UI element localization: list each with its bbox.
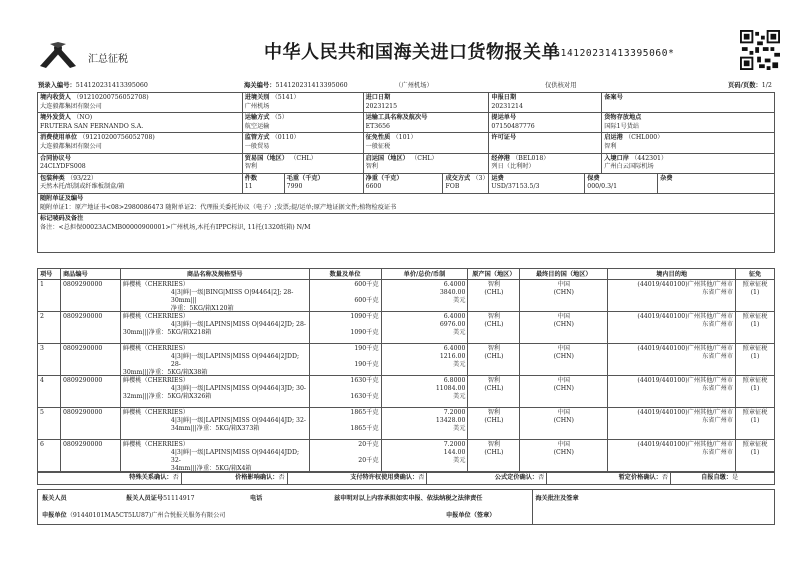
contract-cell: 合同协议号 24CLYDFS008 — [38, 154, 243, 173]
freight-cell: 运费 USD/37153.5/3 — [489, 174, 585, 193]
declare-date-cell: 申报日期 20231214 — [489, 93, 602, 112]
self-declare-confirm: 自报自缴：是 — [671, 473, 775, 484]
goods-no: 6 — [38, 440, 61, 471]
goods-tax: 照章征税 (1) — [736, 376, 775, 407]
license-cell: 许可证号 — [489, 133, 602, 152]
goods-name: 鲜樱桃（CHERRIES） 4|3|鲜|一级|LAPINS|MISS O|94464|2JDD; 28- 30mm|||净重：5KG/箱X38箱 — [121, 344, 310, 375]
goods-origin: 智利 (CHL) — [468, 376, 520, 407]
goods-header-row — [38, 269, 775, 280]
grid-row-2 — [38, 113, 775, 133]
table-row — [38, 312, 775, 344]
net-weight-cell: 净重（千克） 6600 — [364, 174, 444, 193]
goods-no: 3 — [38, 344, 61, 375]
col-header-price: 单价/总价/币制 — [382, 269, 469, 279]
goods-domestic: (44019/440100)广州其他/广州市 东省广州市 — [608, 280, 736, 311]
goods-no: 2 — [38, 312, 61, 343]
table-row — [38, 408, 775, 440]
goods-origin: 智利 (CHL) — [468, 312, 520, 343]
transport-mode-cell: 运输方式 （5） 航空运输 — [243, 113, 364, 132]
grid-row-1 — [38, 93, 775, 113]
qr-code-icon — [740, 30, 780, 70]
goods-qty: 190千克 190千克 — [310, 344, 382, 375]
goods-code: 0809290000 — [61, 376, 121, 407]
goods-price: 6.4000 3840.00 美元 — [382, 280, 469, 311]
prerecord-number: 预录入编号：514120231413395060 — [38, 82, 148, 89]
col-header-origin: 原产国（地区） — [468, 269, 520, 279]
goods-dest: 中国 (CHN) — [520, 312, 608, 343]
customs-note-cell: 海关批注及签章 — [533, 490, 775, 524]
customs-emblem-icon — [36, 40, 80, 70]
goods-qty: 600千克 600千克 — [310, 280, 382, 311]
goods-origin: 智利 (CHL) — [468, 440, 520, 471]
goods-origin: 智利 (CHL) — [468, 344, 520, 375]
goods-tax: 照章征税 (1) — [736, 408, 775, 439]
confirm-row — [37, 472, 775, 485]
col-header-no: 项号 — [38, 269, 61, 279]
table-row — [38, 344, 775, 376]
col-header-domestic: 境内目的地 — [608, 269, 736, 279]
pieces-cell: 件数 11 — [243, 174, 285, 193]
goods-name: 鲜樱桃（CHERRIES） 4|3|鲜|一级|BING|MISS O|94464|2J; 28-30mm||| 净重：5KG/箱X120箱 — [121, 280, 310, 311]
goods-dest: 中国 (CHN) — [520, 440, 608, 471]
goods-domestic: (44019/440100)广州其他/广州市 东省广州市 — [608, 312, 736, 343]
customs-number: 海关编号：514120231413395060 — [244, 82, 348, 89]
goods-no: 5 — [38, 408, 61, 439]
trade-country-cell: 贸易国（地区） （CHL） 智利 — [243, 154, 364, 173]
verify-note: 仅供核对用 — [545, 82, 577, 89]
declaration-grid — [37, 92, 775, 253]
package-cell: 包装种类 （93/22） 天然木托/纸制或纤维板制盒/箱 — [38, 174, 243, 193]
goods-name: 鲜樱桃（CHERRIES） 4|3|鲜|一级|LAPINS|MISS O|94464|4JDD; 32- 34mm|||净重：5KG/箱X4箱 — [121, 440, 310, 471]
insurance-cell: 保费 000/0.3/1 — [585, 174, 658, 193]
goods-qty: 1865千克 1865千克 — [310, 408, 382, 439]
goods-price: 6.4000 6976.00 美元 — [382, 312, 469, 343]
goods-code: 0809290000 — [61, 312, 121, 343]
tax-nature-cell: 征免性质 （101） 一般征税 — [364, 133, 490, 152]
entry-port-cell: 入境口岸 （442301） 广州白云国际机场 — [602, 154, 775, 173]
seal-label: 汇总征税 — [88, 54, 128, 65]
goods-table — [37, 268, 775, 472]
goods-name: 鲜樱桃（CHERRIES） 4|3|鲜|一级|LAPINS|MISS O|94464|4JD; 32- 34mm|||净重：5KG/箱X373箱 — [121, 408, 310, 439]
goods-code: 0809290000 — [61, 344, 121, 375]
special-relation-confirm: 特殊关系确认：否 — [38, 473, 182, 484]
goods-name: 鲜樱桃（CHERRIES） 4|3|鲜|一级|LAPINS|MISS O|94464|2JD; 28- 30mm|||净重：5KG/箱X218箱 — [121, 312, 310, 343]
goods-tax: 照章征税 (1) — [736, 344, 775, 375]
marks-cell: 标记唛码及备注 备注：<总担保00023ACMB00000900001>广州机场,木托有IPPC标识, 11托(1320纸箱) N/M — [38, 214, 775, 252]
grid-row-4 — [38, 154, 775, 174]
col-header-dest: 最终目的国（地区） — [520, 269, 608, 279]
trade-terms-cell: 成交方式 （3） FOB — [443, 174, 489, 193]
gross-weight-cell: 毛重（千克） 7990 — [285, 174, 364, 193]
goods-tax: 照章征税 (1) — [736, 280, 775, 311]
goods-qty: 1630千克 1630千克 — [310, 376, 382, 407]
goods-qty: 20千克 20千克 — [310, 440, 382, 471]
goods-name: 鲜樱桃（CHERRIES） 4|3|鲜|一级|LAPINS|MISS O|94464|3JD; 30- 32mm|||净重：5KG/箱X326箱 — [121, 376, 310, 407]
goods-price: 7.2000 13428.00 美元 — [382, 408, 469, 439]
goods-dest: 中国 (CHN) — [520, 376, 608, 407]
transit-port-cell: 经停港 （BEL018） 列日（比利时） — [489, 154, 602, 173]
goods-code: 0809290000 — [61, 440, 121, 471]
grid-row-3 — [38, 133, 775, 153]
goods-origin: 智利 (CHL) — [468, 408, 520, 439]
supervision-cell: 监管方式 （0110） 一般贸易 — [243, 133, 364, 152]
col-header-code: 商品编号 — [61, 269, 121, 279]
docs-cell: 随附单证及编号 随附单证1：原产地证书<08>2980086473 随附单证2：代理报关委托协议（电子）;发票;提/运单;原产地证据文件;植物检疫证书 — [38, 194, 775, 213]
table-row — [38, 280, 775, 312]
consumer-cell: 消费使用单位 （91210200756052708) 大连毅都集团有限公司 — [38, 133, 243, 152]
goods-no: 1 — [38, 280, 61, 311]
formula-price-confirm: 公式定价确认：否 — [427, 473, 547, 484]
goods-dest: 中国 (CHN) — [520, 344, 608, 375]
declarer-section — [37, 489, 775, 525]
col-header-name: 商品名称及规格型号 — [121, 269, 310, 279]
goods-domestic: (44019/440100)广州其他/广州市 东省广州市 — [608, 440, 736, 471]
departure-port-cell: 启运港 （CHL000） 智利 — [602, 133, 775, 152]
goods-no: 4 — [38, 376, 61, 407]
goods-code: 0809290000 — [61, 408, 121, 439]
page-count: 页码/页数：1/2 — [728, 82, 772, 89]
goods-dest: 中国 (CHN) — [520, 408, 608, 439]
shipper-cell: 境外发货人 （NO) FRUTERA SAN FERNANDO S.A. — [38, 113, 243, 132]
entry-customs-cell: 进境关别 （5141） 广州机场 — [243, 93, 364, 112]
import-date-cell: 进口日期 20231215 — [364, 93, 490, 112]
table-row — [38, 440, 775, 472]
port-label: （广州机场） — [395, 82, 433, 89]
origin-country-cell: 启运国（地区） （CHL） 智利 — [364, 154, 490, 173]
misc-fee-cell: 杂费 — [658, 174, 775, 193]
goods-price: 7.2000 144.00 美元 — [382, 440, 469, 471]
col-header-qty: 数量及单位 — [310, 269, 382, 279]
goods-qty: 1090千克 1090千克 — [310, 312, 382, 343]
flight-cell: 运输工具名称及航次号 ET3656 — [364, 113, 490, 132]
barcode-text: *514120231413395060* — [548, 48, 675, 59]
record-no-cell: 备案号 — [602, 93, 775, 112]
goods-domestic: (44019/440100)广州其他/广州市 东省广州市 — [608, 408, 736, 439]
goods-tax: 照章征税 (1) — [736, 440, 775, 471]
goods-tax: 照章征税 (1) — [736, 312, 775, 343]
grid-row-pack — [38, 174, 775, 194]
grid-row-docs — [38, 194, 775, 214]
grid-row-marks — [38, 214, 775, 253]
table-row — [38, 376, 775, 408]
goods-dest: 中国 (CHN) — [520, 280, 608, 311]
provisional-price-confirm: 暂定价格确认：否 — [547, 473, 671, 484]
goods-domestic: (44019/440100)广州其他/广州市 东省广州市 — [608, 344, 736, 375]
storage-cell: 货物存放地点 国际1号货站 — [602, 113, 775, 132]
document-title: 中华人民共和国海关进口货物报关单 — [264, 42, 560, 63]
goods-code: 0809290000 — [61, 280, 121, 311]
consignee-cell: 境内收货人 （91210200756052708) 大连毅都集团有限公司 — [38, 93, 243, 112]
goods-origin: 智利 (CHL) — [468, 280, 520, 311]
bill-no-cell: 提运单号 07150487776 — [489, 113, 602, 132]
declarer-info: 报关人员 报关人员证号51114917 电话 兹申明对以上内容承担如实申报、依法纳税之法律责任 申报单位（91440101MA5CT5LU87)广州合悦报关服务有限公司 申报单位（签章） — [38, 490, 533, 524]
goods-price: 6.4000 1216.00 美元 — [382, 344, 469, 375]
goods-domestic: (44019/440100)广州其他/广州市 东省广州市 — [608, 376, 736, 407]
price-influence-confirm: 价格影响确认：否 — [182, 473, 288, 484]
col-header-tax: 征免 — [736, 269, 775, 279]
goods-price: 6.8000 11084.00 美元 — [382, 376, 469, 407]
royalty-confirm: 支付特许权使用费确认：否 — [288, 473, 428, 484]
